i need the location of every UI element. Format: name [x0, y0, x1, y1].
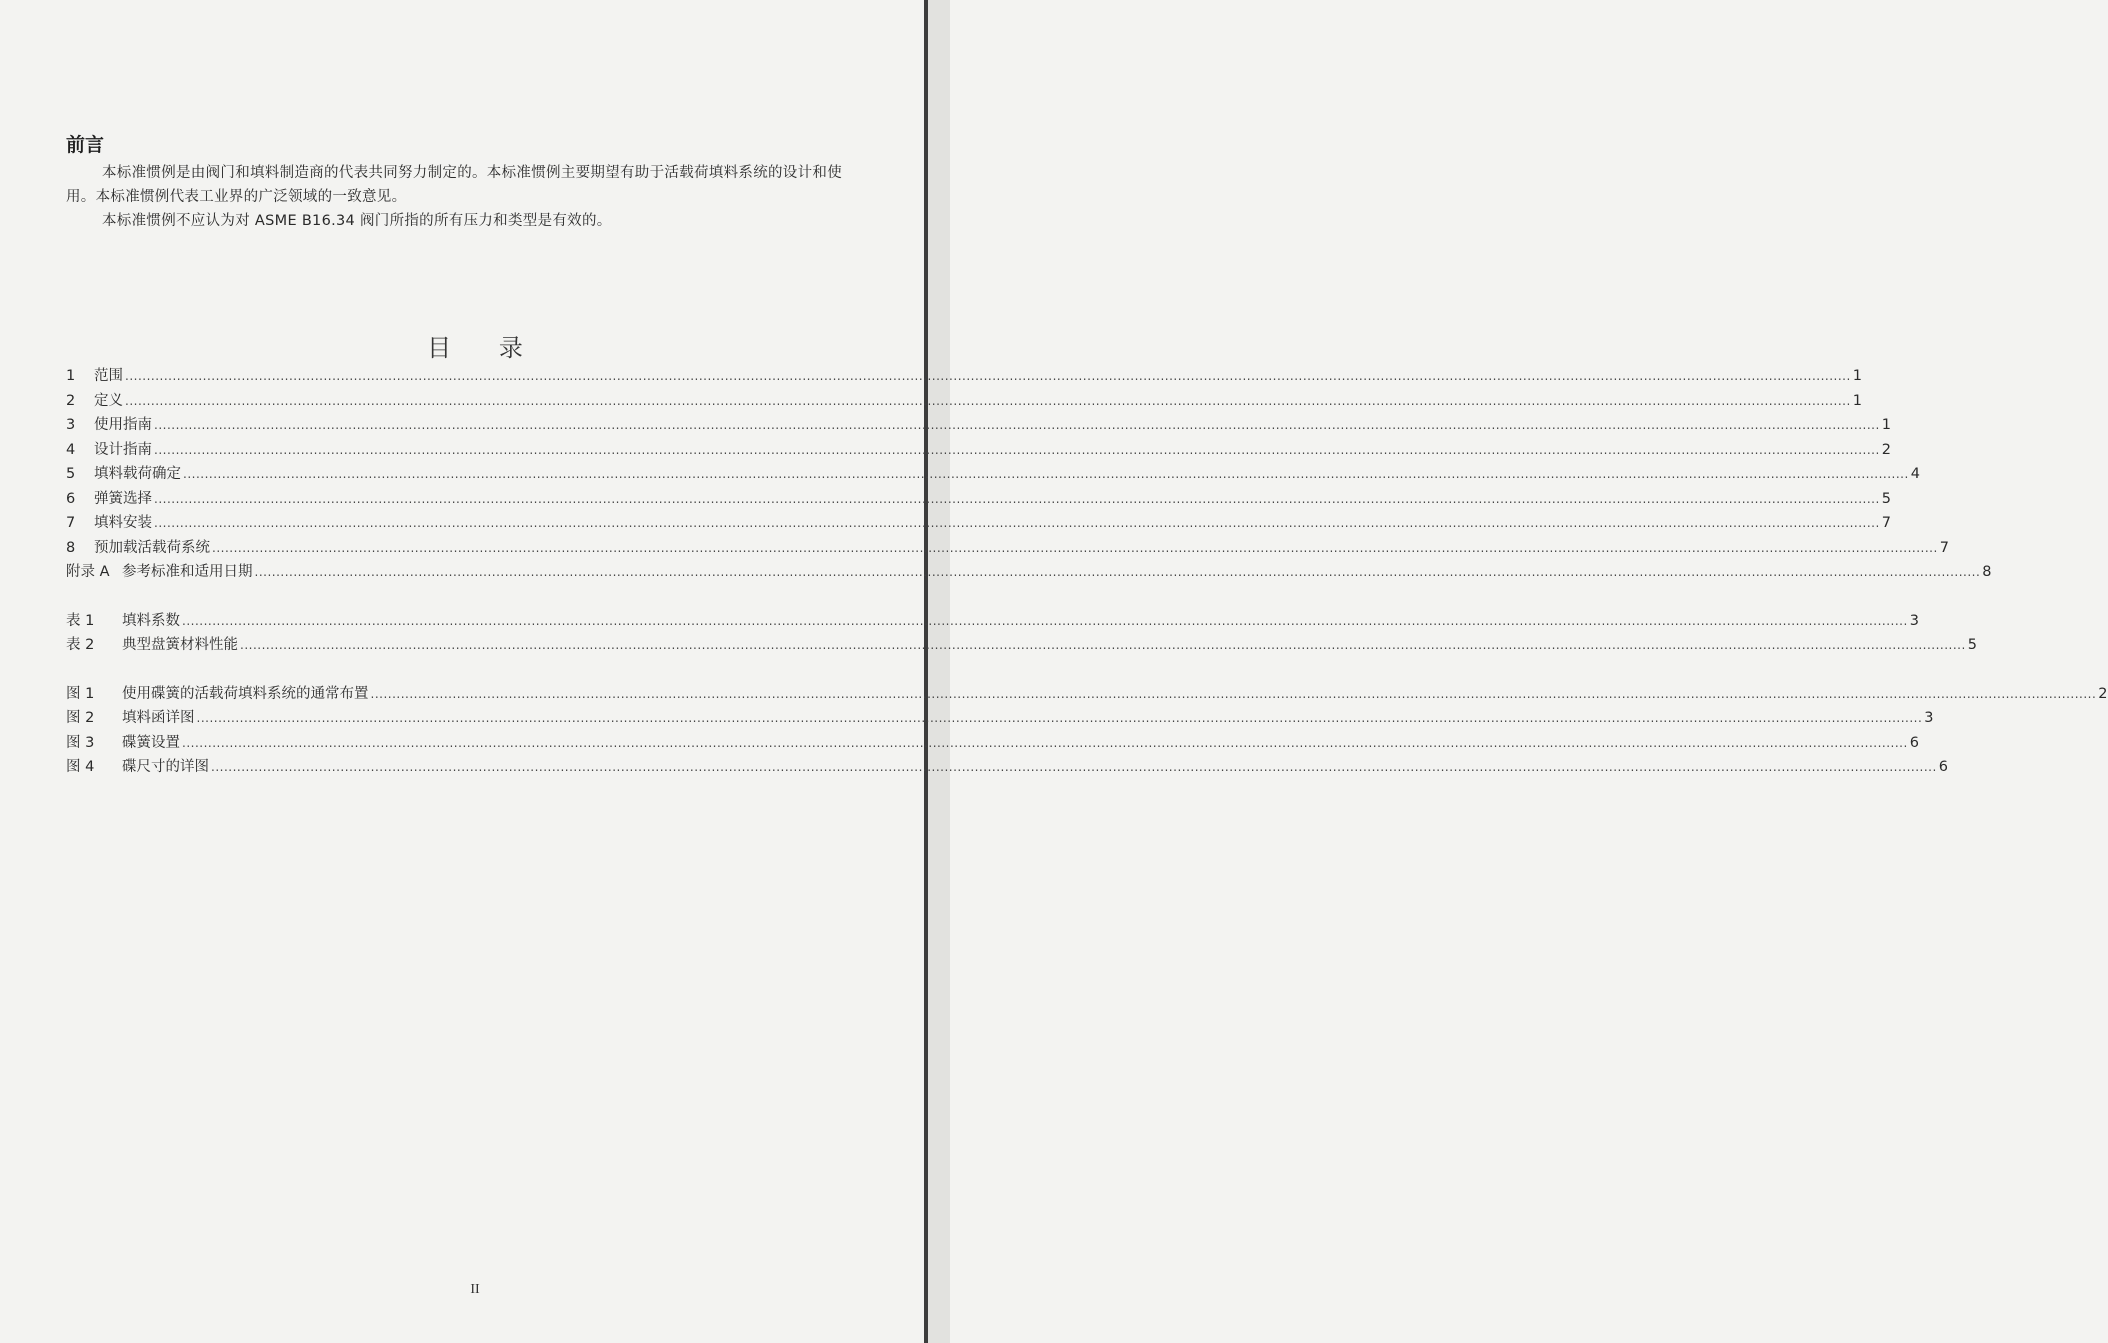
toc-entry-label: 范围 [94, 368, 123, 384]
page-edge-shadow [928, 0, 950, 1343]
toc-entry-page: 2 [2098, 685, 2108, 702]
toc-section-row[interactable] [66, 536, 1950, 561]
toc-entry-label: 弹簧选择 [94, 490, 152, 507]
table-of-contents [66, 364, 2108, 780]
toc-table-row[interactable] [66, 633, 1978, 658]
toc-gap [66, 585, 861, 609]
foreword-section [66, 130, 866, 233]
foreword-paragraph-1: 本标准惯例是由阀门和填料制造商的代表共同努力制定的。本标准惯例主要期望有助于活载荷填料系统的设计和使用。本标准惯例代表工业界的广泛领域的一致意见。 [66, 165, 842, 205]
toc-entry-page: 3 [1909, 612, 1920, 629]
toc-dot-leader: ................................................................................................................................................................................................................................................................................................................................................................................................................ [196, 711, 1923, 725]
toc-entry-number: 7 [66, 515, 76, 531]
toc-entry-page: 1 [1881, 417, 1892, 433]
toc-section-row[interactable] [66, 364, 1863, 389]
toc-entry-number: 图 4 [66, 759, 95, 775]
toc-entry-page: 6 [1909, 734, 1920, 751]
page-number: II [470, 1282, 480, 1297]
toc-entry-number: 图 1 [66, 685, 95, 702]
toc-entry-label: 设计指南 [94, 441, 152, 458]
toc-title [0, 328, 950, 363]
toc-section-row[interactable] [66, 389, 1863, 414]
toc-figure-row[interactable] [66, 731, 1920, 756]
toc-entry-page: 7 [1939, 539, 1950, 556]
toc-entry-page: 5 [1881, 490, 1892, 507]
toc-section-row[interactable] [66, 560, 1992, 585]
toc-entry-number: 6 [66, 490, 76, 507]
toc-entry-label: 使用指南 [94, 417, 152, 433]
toc-entry-number: 附录 A [66, 564, 110, 580]
toc-entry-page: 2 [1881, 441, 1892, 458]
toc-entry-number: 3 [66, 417, 76, 433]
toc-entry-label: 填料函详图 [122, 710, 195, 726]
toc-entry-number: 5 [66, 466, 76, 482]
toc-section-row[interactable] [66, 438, 1892, 463]
toc-entry-number: 2 [66, 392, 76, 409]
toc-tables-list [66, 609, 1978, 658]
toc-entry-page: 7 [1881, 515, 1892, 531]
toc-dot-leader: ................................................................................................................................................................................................................................................................................................................................................................................................................ [183, 467, 1909, 481]
toc-entry-label: 预加载活载荷系统 [94, 539, 210, 556]
toc-section-row[interactable] [66, 511, 1892, 536]
toc-title-char-2: 录 [498, 334, 523, 362]
toc-section-row[interactable] [66, 413, 1892, 438]
toc-section-row[interactable] [66, 487, 1892, 512]
toc-entry-number: 1 [66, 368, 76, 384]
toc-dot-leader: ................................................................................................................................................................................................................................................................................................................................................................................................................ [154, 418, 1880, 432]
toc-entry-label: 定义 [94, 392, 123, 409]
toc-entry-label: 碟尺寸的详图 [122, 759, 209, 775]
toc-figure-row[interactable] [66, 706, 1934, 731]
toc-section-row[interactable] [66, 462, 1921, 487]
toc-figure-row[interactable] [66, 682, 2108, 707]
toc-entry-page: 5 [1967, 637, 1978, 653]
toc-entry-label: 典型盘簧材料性能 [122, 637, 238, 653]
toc-dot-leader: ................................................................................................................................................................................................................................................................................................................................................................................................................ [125, 369, 1851, 383]
toc-entry-label: 使用碟簧的活载荷填料系统的通常布置 [122, 685, 369, 702]
toc-sections-list [66, 364, 1992, 585]
toc-entry-page: 4 [1910, 466, 1921, 482]
toc-gap [66, 658, 861, 682]
toc-entry-label: 填料载荷确定 [94, 466, 181, 482]
toc-entry-number: 表 1 [66, 612, 95, 629]
toc-dot-leader: ................................................................................................................................................................................................................................................................................................................................................................................................................ [240, 638, 1966, 652]
foreword-title: 前言 [66, 134, 105, 156]
toc-entry-label: 参考标准和适用日期 [122, 564, 253, 580]
toc-entry-label: 碟簧设置 [122, 734, 180, 751]
toc-entry-number: 8 [66, 539, 76, 556]
toc-entry-page: 8 [1982, 564, 1992, 580]
toc-entry-label: 填料系数 [122, 612, 180, 629]
foreword-paragraph-2: 本标准惯例不应认为对 ASME B16.34 阀门所指的所有压力和类型是有效的。 [102, 213, 612, 229]
toc-table-row[interactable] [66, 609, 1920, 634]
toc-dot-leader: ................................................................................................................................................................................................................................................................................................................................................................................................................ [154, 516, 1880, 530]
toc-dot-leader: ................................................................................................................................................................................................................................................................................................................................................................................................................ [182, 613, 1908, 628]
toc-figures-list [66, 682, 2108, 780]
toc-dot-leader: ................................................................................................................................................................................................................................................................................................................................................................................................................ [154, 491, 1880, 506]
page-edge-line [924, 0, 928, 1343]
toc-entry-number: 图 3 [66, 734, 95, 751]
toc-dot-leader: ................................................................................................................................................................................................................................................................................................................................................................................................................ [254, 565, 1981, 579]
toc-entry-page: 3 [1924, 710, 1934, 726]
toc-dot-leader: ................................................................................................................................................................................................................................................................................................................................................................................................................ [370, 686, 2097, 701]
toc-dot-leader: ................................................................................................................................................................................................................................................................................................................................................................................................................ [211, 760, 1937, 774]
toc-entry-page: 6 [1938, 759, 1949, 775]
toc-entry-number: 表 2 [66, 637, 95, 653]
toc-entry-page: 1 [1852, 392, 1863, 409]
toc-dot-leader: ................................................................................................................................................................................................................................................................................................................................................................................................................ [182, 735, 1908, 750]
toc-entry-number: 图 2 [66, 710, 95, 726]
toc-title-char-1: 目 [427, 334, 452, 362]
toc-figure-row[interactable] [66, 755, 1949, 780]
toc-entry-label: 填料安装 [94, 515, 152, 531]
toc-entry-number: 4 [66, 441, 76, 458]
toc-dot-leader: ................................................................................................................................................................................................................................................................................................................................................................................................................ [212, 540, 1938, 555]
toc-dot-leader: ................................................................................................................................................................................................................................................................................................................................................................................................................ [154, 442, 1880, 457]
toc-dot-leader: ................................................................................................................................................................................................................................................................................................................................................................................................................ [125, 393, 1851, 408]
toc-entry-page: 1 [1852, 368, 1863, 384]
